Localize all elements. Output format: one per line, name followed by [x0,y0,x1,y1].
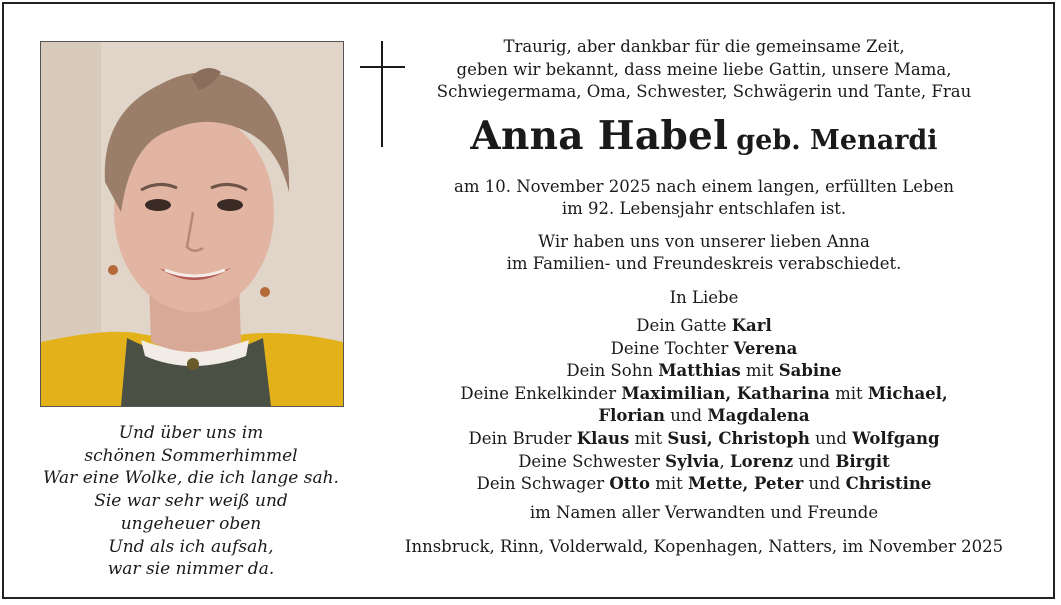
obituary-notice [2,2,1055,599]
connector: und [665,406,708,426]
farewell-line: im Familien- und Freundeskreis verabschiedet. [506,254,902,273]
place-date: Innsbruck, Rinn, Volderwald, Kopenhagen, Natters, im November 2025 [404,537,1004,557]
relation: Deine Schwester [518,451,666,471]
relative-name: Susi, Christoph [667,428,810,448]
relation: Deine Tochter [610,338,734,358]
relative-name: Wolfgang [852,428,940,448]
family-line [364,451,1044,474]
connector: mit [649,474,689,494]
poem-line: Sie war sehr weiß und [94,491,288,512]
death-text-line: am 10. November 2025 nach einem langen, erfüllten Leben [454,176,954,196]
family-line [364,383,1044,406]
connector: mit [740,361,779,381]
family-line [364,360,1044,383]
relation: Dein Schwager [476,474,610,494]
intro-line: geben wir bekannt, dass meine liebe Gattin, unsere Mama, [456,59,952,79]
connector: und [793,451,836,471]
relation: Dein Gatte [636,316,732,335]
relative-name: Klaus [576,428,630,448]
poem-line: ungeheuer oben [120,513,262,534]
relative-name: Birgit [835,451,890,471]
family-line [364,315,1044,338]
announcement [364,36,1044,559]
maiden-name: geb. Menardi [736,124,938,156]
deceased-name: Anna Habel [470,112,729,159]
relative-name: Florian [598,406,666,426]
relative-name: Christine [845,474,932,494]
family-line [364,428,1044,451]
intro-line: Schwiegermama, Oma, Schwester, Schwägerin und Tante, Frau [436,82,972,101]
farewell-line: Wir haben uns von unserer lieben Anna [538,231,870,251]
family-line [364,405,1044,428]
relative-name: Matthias [658,361,741,381]
connector: und [809,428,853,448]
connector: mit [829,383,868,403]
poem-line: schönen Sommerhimmel [84,445,298,466]
relation: Dein Sohn [566,361,659,381]
family-list [364,315,1044,496]
relative-name: Sylvia [665,451,720,471]
poem-line: war sie nimmer da. [107,559,275,580]
relation: Deine Enkelkinder [460,383,622,403]
relative-name: Otto [609,474,650,494]
connector: und [803,474,846,494]
intro-line: Traurig, aber dankbar für die gemeinsame Zeit, [503,37,905,56]
in-love: In Liebe [669,287,739,307]
connector: mit [629,428,668,448]
family-line [364,338,1044,361]
portrait-photo [40,41,344,407]
connector: , [719,451,730,471]
family-line [364,473,1044,496]
relative-name: Verena [733,338,798,358]
deceased-name-block [364,112,1044,168]
relative-name: Maximilian, Katharina [621,383,830,403]
relative-name: Sabine [778,361,842,381]
poem-line: War eine Wolke, die ich lange sah. [43,468,339,489]
relative-name: Karl [731,316,772,335]
relative-name: Mette, Peter [688,474,804,494]
poem-line: Und als ich aufsah, [108,536,274,557]
relative-name: Magdalena [707,406,810,426]
relation: Dein Bruder [468,428,577,448]
poem [26,422,356,581]
poem-line: Und über uns im [118,423,264,443]
relative-name: Michael, [867,383,948,403]
death-text-line: im 92. Lebensjahr entschlafen ist. [561,199,847,218]
closing-line: im Namen aller Verwandten und Freunde [529,502,879,522]
relative-name: Lorenz [729,451,794,471]
